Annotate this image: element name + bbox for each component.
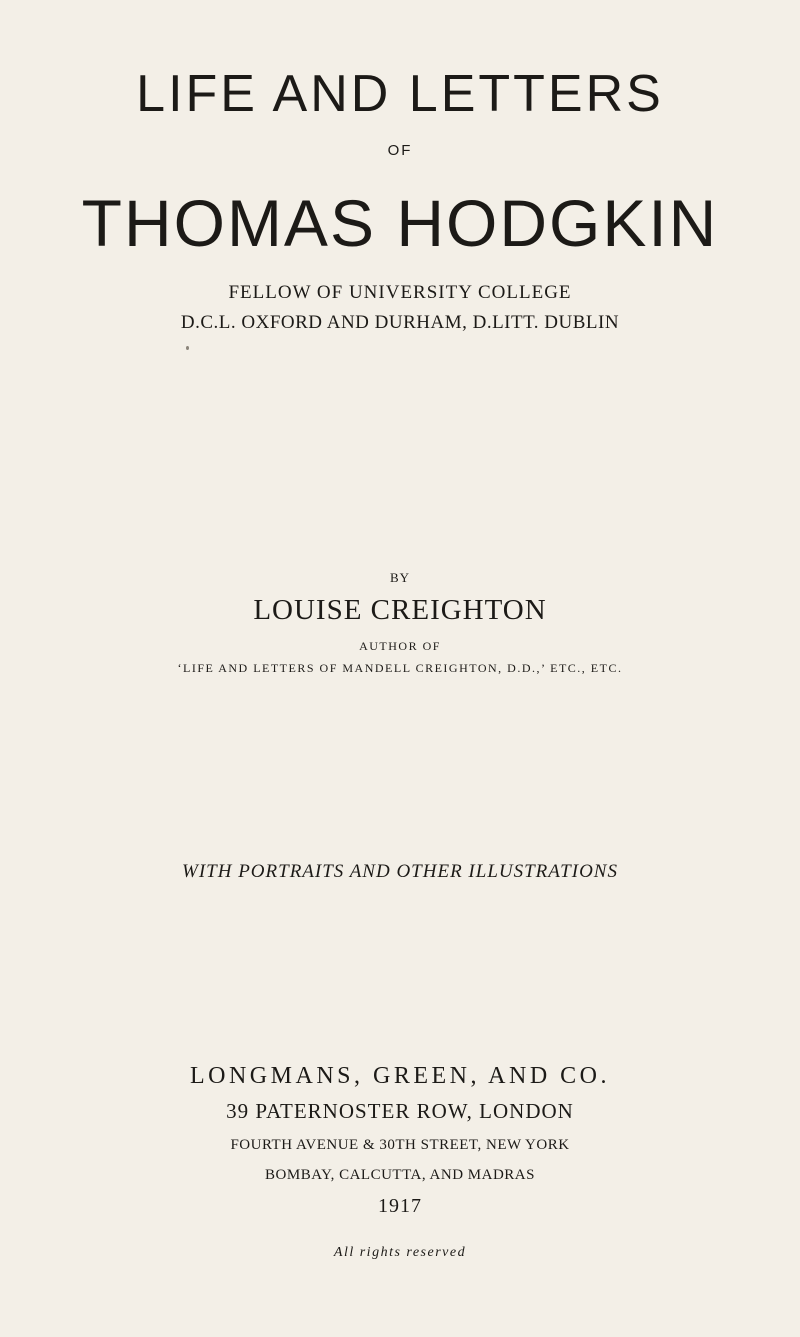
subject-name: THOMAS HODGKIN [81, 186, 719, 260]
credentials-line-2: D.C.L. OXFORD AND DURHAM, D.LITT. DUBLIN [180, 312, 620, 333]
book-title: LIFE AND LETTERS [136, 65, 664, 123]
publisher-address-london: 39 PATERNOSTER ROW, LONDON [226, 1099, 574, 1123]
title-of: OF [387, 142, 413, 159]
publisher-name: LONGMANS, GREEN, AND CO. [189, 1063, 610, 1089]
by-label: BY [389, 570, 411, 585]
print-speck [186, 346, 189, 350]
publisher-address-new-york: FOURTH AVENUE & 30TH STREET, NEW YORK [230, 1137, 570, 1153]
rights-notice: All rights reserved [333, 1245, 467, 1260]
publication-year: 1917 [378, 1195, 422, 1217]
author-name: LOUISE CREIGHTON [253, 594, 547, 626]
author-of-label: AUTHOR OF [359, 639, 441, 653]
credentials-line-1: FELLOW OF UNIVERSITY COLLEGE [228, 282, 572, 303]
illustrations-note: WITH PORTRAITS AND OTHER ILLUSTRATIONS [182, 861, 618, 882]
publisher-address-india: BOMBAY, CALCUTTA, AND MADRAS [265, 1167, 535, 1183]
previous-work: ‘LIFE AND LETTERS OF MANDELL CREIGHTON, D.D.,’ ETC., ETC. [177, 661, 623, 675]
